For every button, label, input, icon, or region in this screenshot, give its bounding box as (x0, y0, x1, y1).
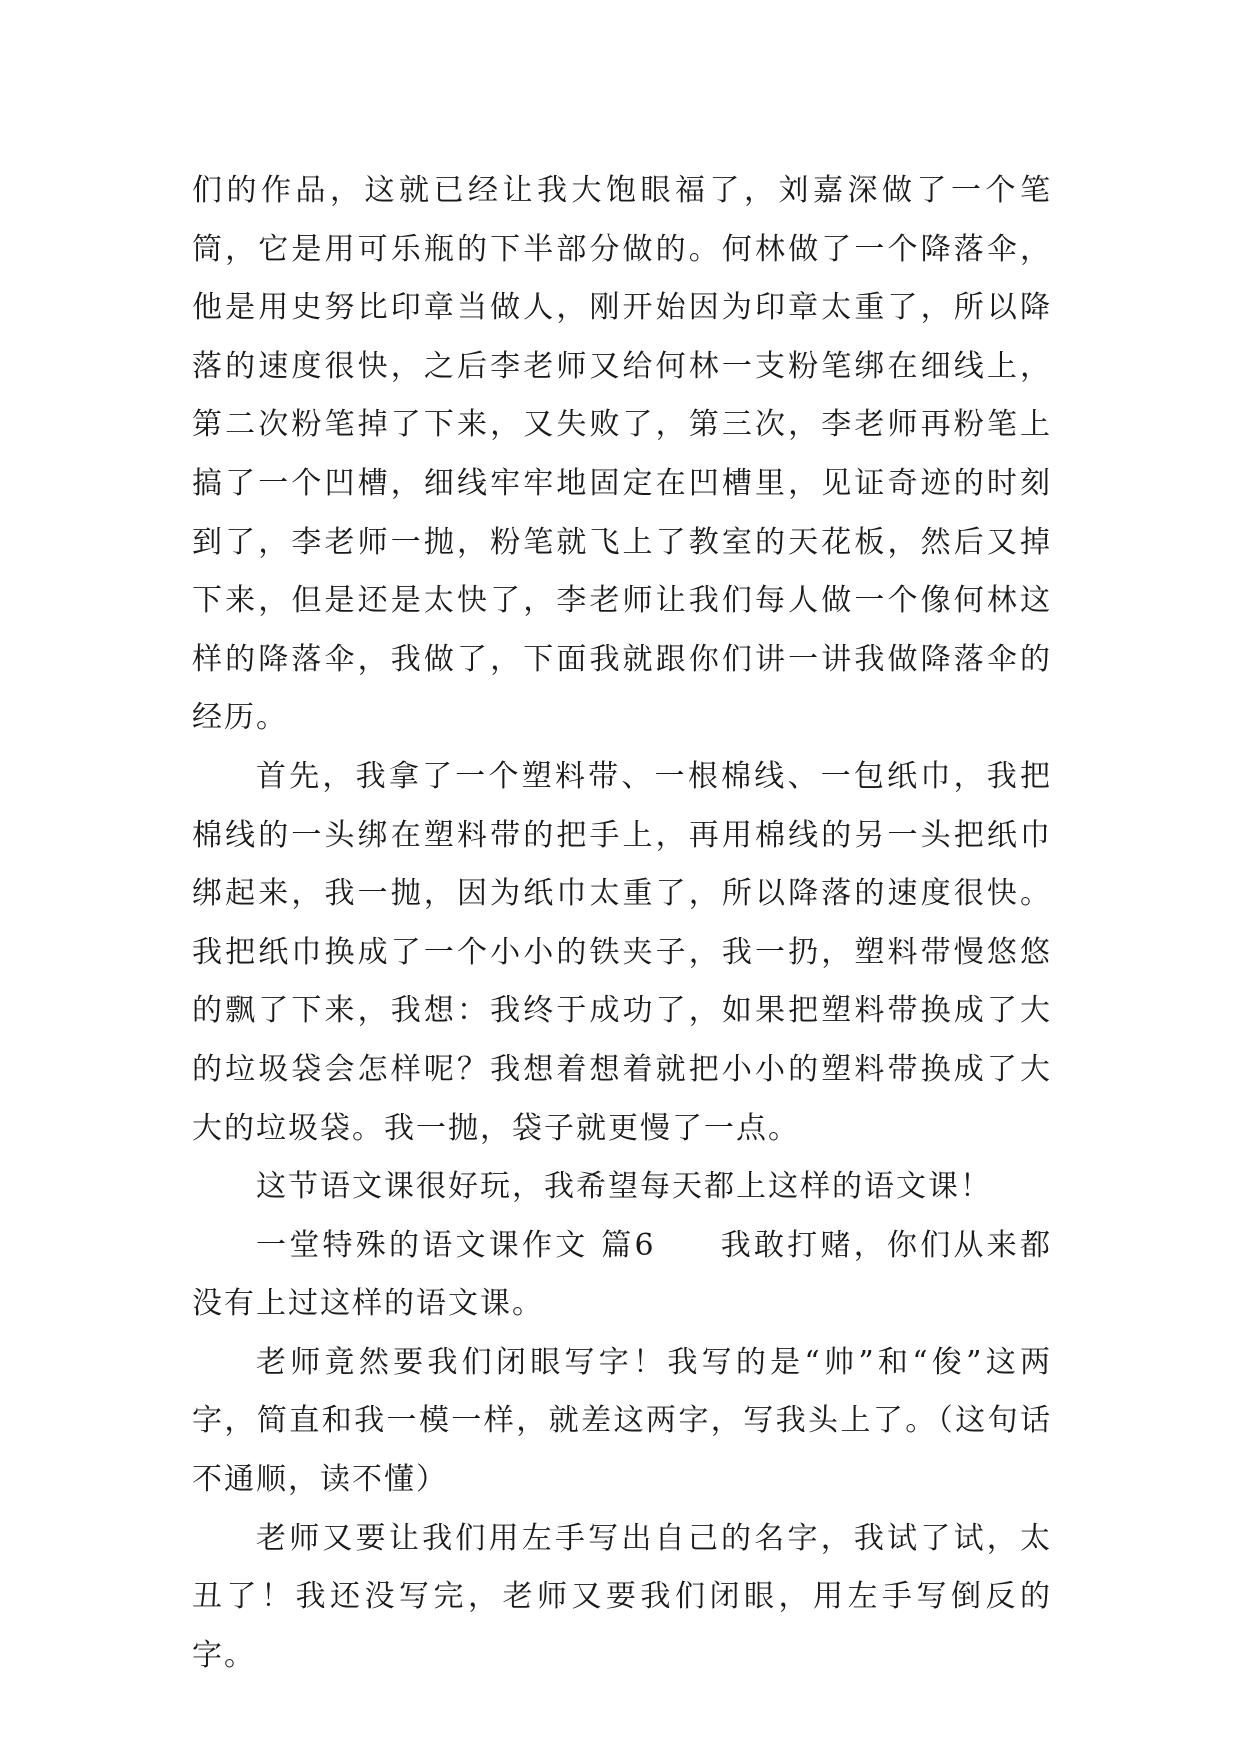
paragraph-3: 这节语文课很好玩，我希望每天都上这样的语文课！ (256, 1169, 992, 1205)
paragraph-4-text: 我敢打赌，你们从来都没有上过这样的语文课。 (192, 1227, 1053, 1322)
section-heading: 一堂特殊的语文课作文 篇6 (256, 1227, 656, 1263)
paragraph-6: 老师又要让我们用左手写出自己的名字，我试了试，太丑了！我还没写完，老师又要我们闭眼，用左手写倒反的字。 (192, 1520, 1052, 1673)
paragraph-4 (192, 1217, 1052, 1334)
document-page (192, 162, 1052, 1685)
paragraph-1: 们的作品，这就已经让我大饱眼福了，刘嘉深做了一个笔筒，它是用可乐瓶的下半部分做的。何林做了一个降落伞，他是用史努比印章当做人，刚开始因为印章太重了，所以降落的速度很快，之后李老师又给何林一支粉笔绑在细线上，第二次粉笔掉了下来，又失败了，第三次，李老师再粉笔上搞了一个凹槽，细线牢牢地固定在凹槽里，见证奇迹的时刻到了，李老师一抛，粉笔就飞上了教室的天花板，然后又掉下来，但是还是太快了，李老师让我们每人做一个像何林这样的降落伞，我做了，下面我就跟你们讲一讲我做降落伞的经历。 (192, 173, 1052, 736)
paragraph-5: 老师竟然要我们闭眼写字！我写的是“帅”和“俊”这两字，简直和我一模一样，就差这两字，写我头上了。（这句话不通顺，读不懂） (192, 1344, 1052, 1498)
paragraph-2: 首先，我拿了一个塑料带、一根棉线、一包纸巾，我把棉线的一头绑在塑料带的把手上，再用棉线的另一头把纸巾绑起来，我一抛，因为纸巾太重了，所以降落的速度很快。我把纸巾换成了一个小小的铁夹子，我一扔，塑料带慢悠悠的飘了下来，我想：我终于成功了，如果把塑料带换成了大的垃圾袋会怎样呢？我想着想着就把小小的塑料带换成了大大的垃圾袋。我一抛，袋子就更慢了一点。 (192, 758, 1052, 1146)
